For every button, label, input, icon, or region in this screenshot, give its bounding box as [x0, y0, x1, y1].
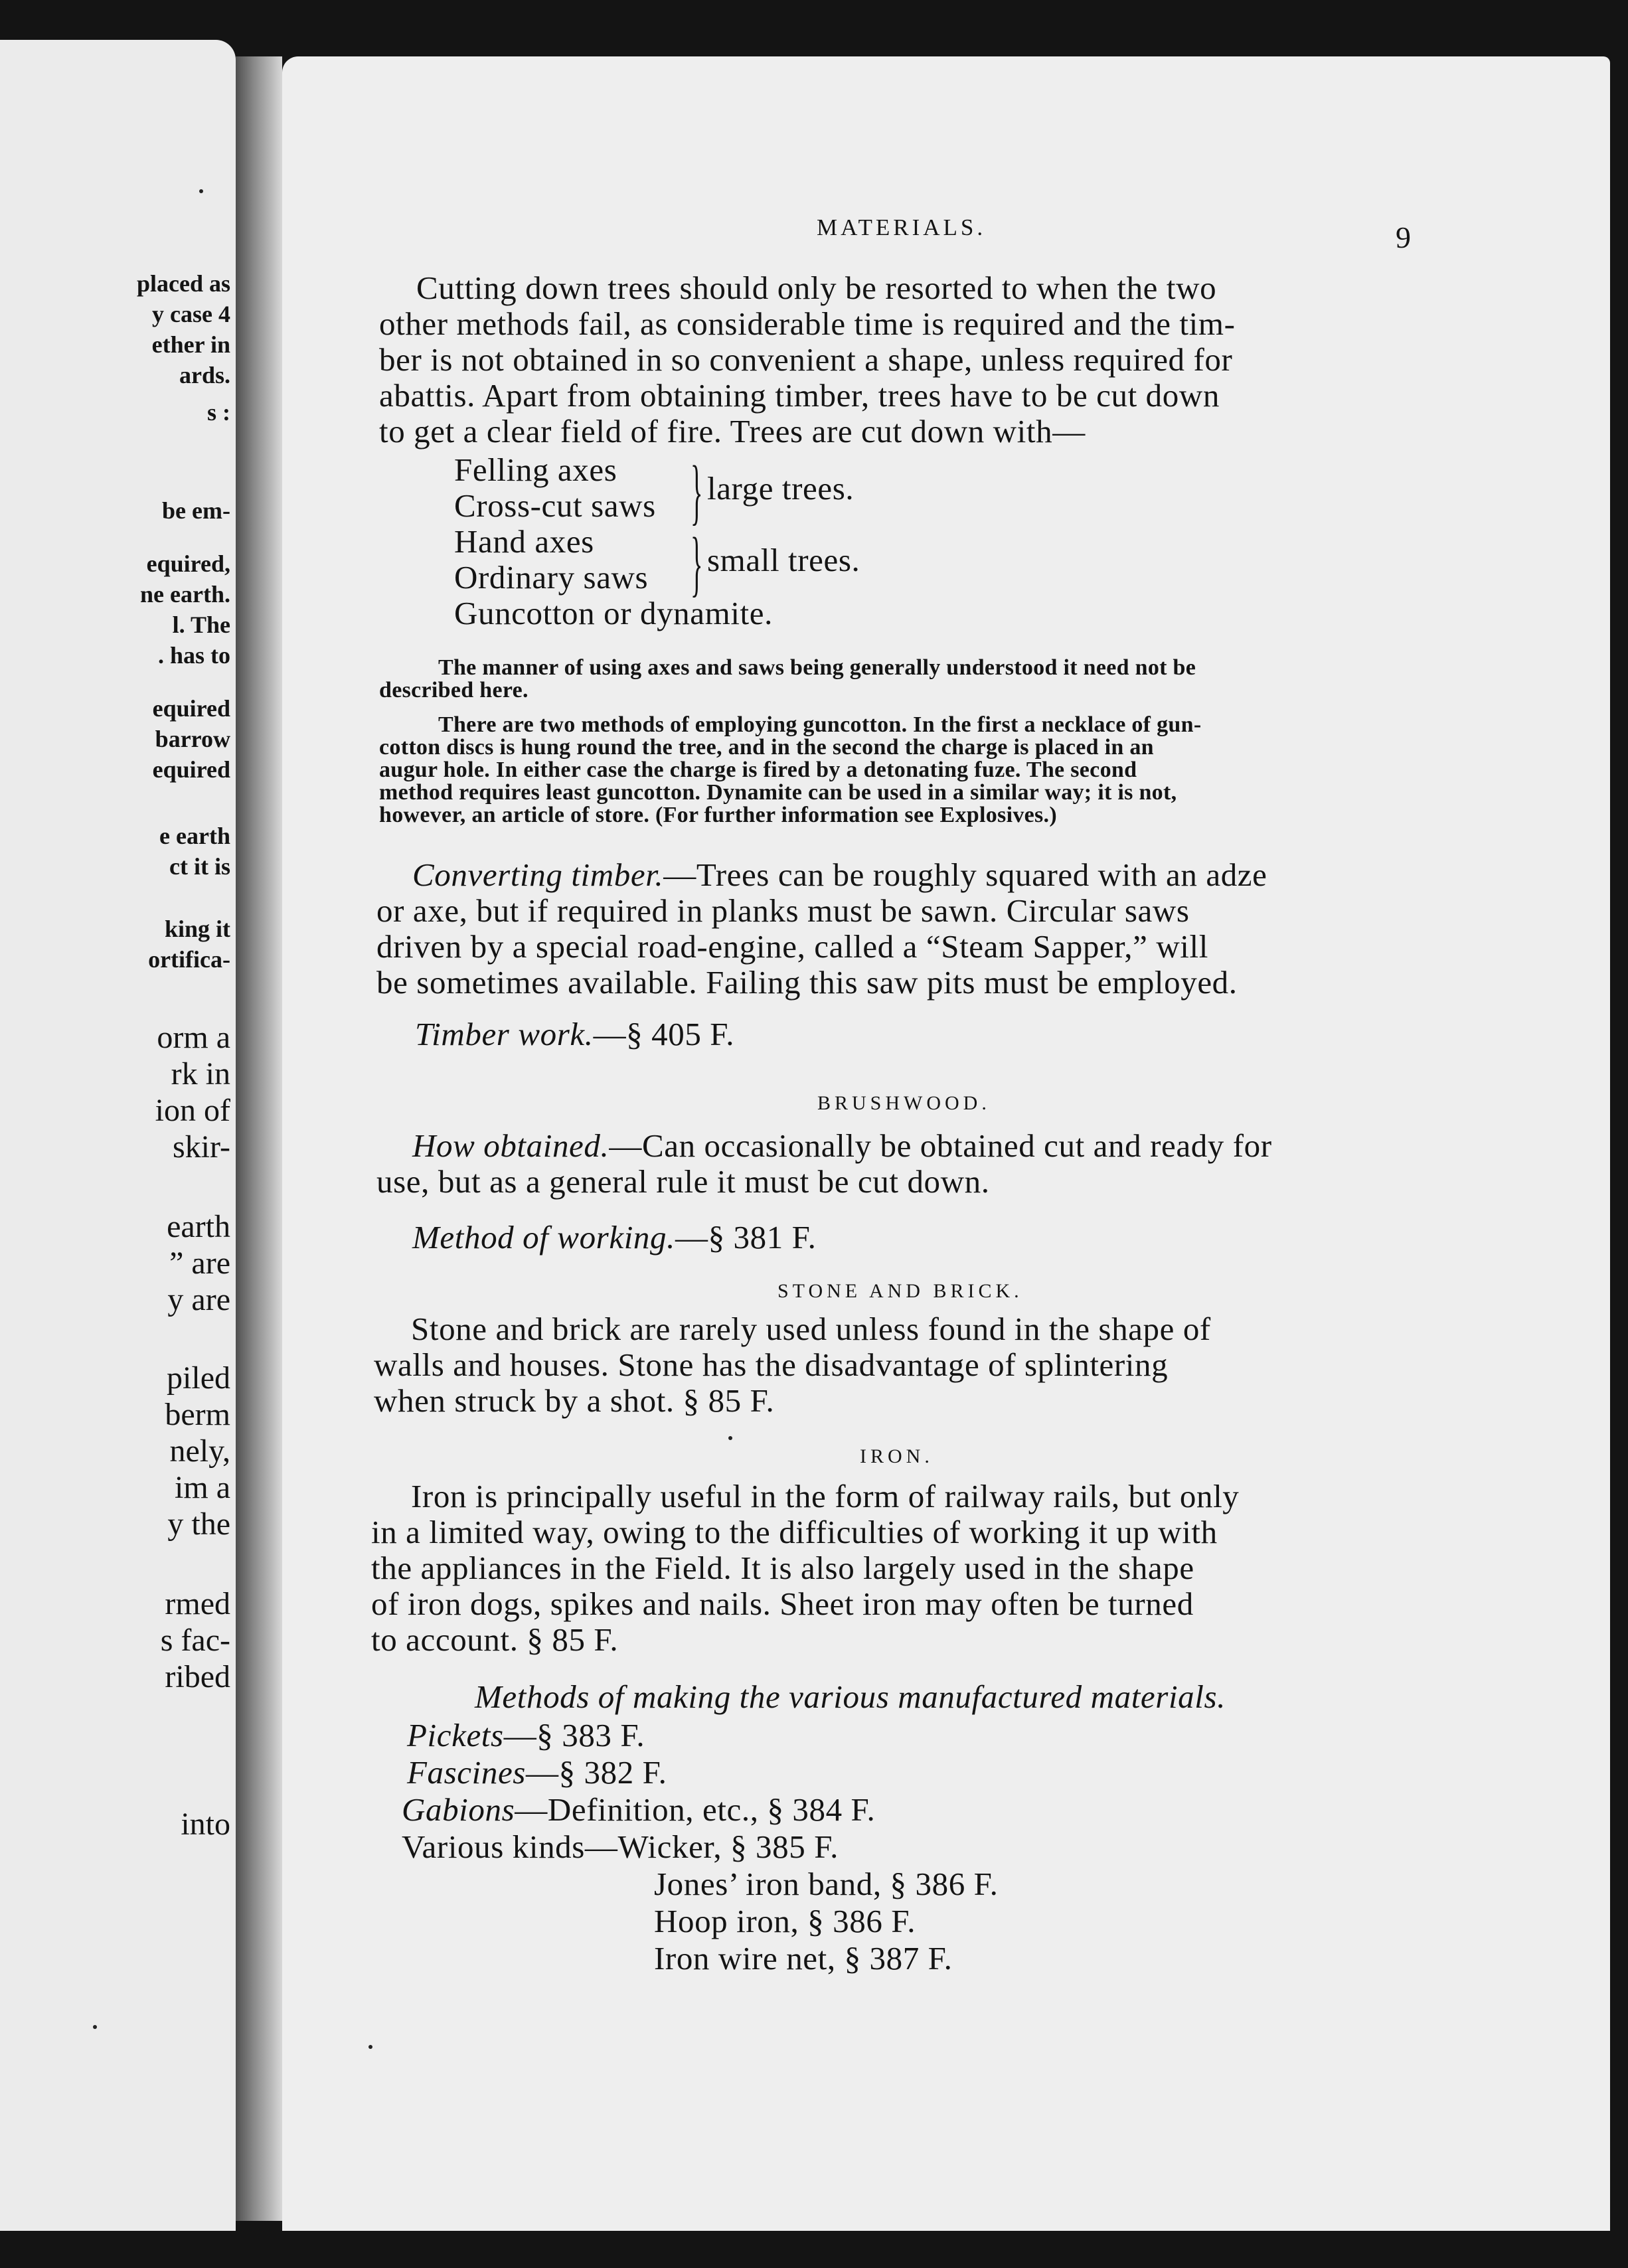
left-line: s :	[207, 399, 230, 426]
note-line: however, an article of store. (For further information see Explosives.)	[379, 803, 1057, 827]
left-line: ” are	[169, 1246, 230, 1281]
left-page-fragment	[0, 40, 236, 2231]
text-line: ber is not obtained in so convenient a shape, unless required for	[379, 341, 1233, 378]
left-line: ards.	[179, 362, 230, 388]
speck	[368, 2045, 372, 2049]
tool-item: Guncotton or dynamite.	[454, 595, 773, 631]
text-line: Cutting down trees should only be resorted to when the two	[416, 270, 1217, 306]
text-line: use, but as a general rule it must be cut down.	[376, 1163, 990, 1200]
left-line: be em-	[162, 497, 230, 524]
text-line: Iron is principally useful in the form of railway rails, but only	[411, 1478, 1240, 1514]
left-line: equired,	[146, 550, 230, 577]
text-line: abattis. Apart from obtaining timber, trees have to be cut down	[379, 377, 1220, 414]
tool-group-label: large trees.	[707, 470, 855, 507]
section-heading: STONE AND BRICK.	[777, 1280, 1023, 1302]
text-line	[412, 856, 1267, 894]
left-line: ct it is	[169, 853, 230, 880]
method-label: Pickets	[407, 1717, 504, 1753]
method-ref: —§ 382 F.	[525, 1754, 667, 1791]
left-line: earth	[167, 1209, 230, 1244]
text-line: in a limited way, owing to the difficulties of working it up with	[371, 1514, 1218, 1550]
note-line: The manner of using axes and saws being generally understood it need not be	[438, 655, 1196, 680]
run-in-heading: How obtained.	[412, 1127, 610, 1164]
text-line: walls and houses. Stone has the disadvantage of splintering	[374, 1346, 1169, 1383]
text-line: Stone and brick are rarely used unless found in the shape of	[411, 1311, 1211, 1347]
left-line: placed as	[136, 270, 230, 297]
note-line: augur hole. In either case the charge is fired by a detonating fuze. The second	[379, 758, 1137, 782]
method-line	[402, 1791, 875, 1828]
text-line: to account. § 85 F.	[371, 1621, 619, 1658]
section-heading: BRUSHWOOD.	[817, 1092, 991, 1114]
left-line: y are	[167, 1282, 230, 1317]
left-line: ortifica-	[148, 946, 230, 973]
left-line: into	[181, 1807, 230, 1842]
note-line: cotton discs is hung round the tree, and in the second the charge is placed in an	[379, 735, 1154, 760]
method-line: Various kinds—Wicker, § 385 F.	[402, 1828, 839, 1865]
left-line: piled	[167, 1360, 230, 1396]
left-line: s fac-	[160, 1623, 230, 1658]
method-ref: —Definition, etc., § 384 F.	[515, 1791, 876, 1828]
left-line: e earth	[159, 823, 230, 849]
speck	[728, 1436, 732, 1440]
book-gutter	[236, 56, 282, 2221]
run-in-heading: Timber work.	[415, 1016, 594, 1052]
text-line: the appliances in the Field. It is also largely used in the shape	[371, 1550, 1194, 1586]
left-line: . has to	[157, 642, 230, 669]
text-run: —§ 381 F.	[675, 1219, 817, 1256]
page-number: 9	[1396, 220, 1411, 254]
brace: }	[691, 451, 703, 532]
run-in-heading: Method of working.	[412, 1219, 675, 1256]
speck	[199, 189, 203, 193]
left-line: barrow	[155, 726, 230, 752]
text-run: —Can occasionally be obtained cut and ready for	[609, 1127, 1272, 1164]
text-line	[412, 1127, 1272, 1165]
text-line: or axe, but if required in planks must be sawn. Circular saws	[376, 892, 1190, 929]
left-line: skir-	[172, 1129, 230, 1165]
left-line: ether in	[151, 331, 230, 358]
tool-item: Cross-cut saws	[454, 487, 656, 524]
left-line: y case 4	[152, 301, 230, 327]
method-line: Hoop iron, § 386 F.	[654, 1903, 916, 1939]
page	[282, 56, 1610, 2231]
text-line: to get a clear field of fire. Trees are cut down with—	[379, 413, 1086, 449]
note-line: described here.	[379, 678, 529, 702]
left-line: y the	[167, 1506, 230, 1542]
run-in-heading: Converting timber.	[412, 856, 664, 893]
text-run: —Trees can be roughly squared with an adze	[663, 856, 1267, 893]
left-line: im a	[175, 1470, 230, 1505]
text-run: —§ 405 F.	[593, 1016, 735, 1052]
tool-item: Felling axes	[454, 451, 617, 488]
left-line: orm a	[157, 1020, 230, 1055]
brace: }	[691, 523, 703, 604]
method-label: Fascines	[407, 1754, 526, 1791]
note-line: There are two methods of employing guncotton. In the first a necklace of gun-	[438, 712, 1202, 737]
method-line: Iron wire net, § 387 F.	[654, 1940, 953, 1977]
left-line: berm	[165, 1397, 230, 1432]
text-line: of iron dogs, spikes and nails. Sheet iron may often be turned	[371, 1585, 1194, 1622]
speck	[93, 2025, 97, 2029]
left-line: nely,	[169, 1433, 230, 1469]
text-line: be sometimes available. Failing this saw pits must be employed.	[376, 964, 1238, 1001]
left-line: equired	[152, 695, 230, 722]
method-label: Gabions	[402, 1791, 515, 1828]
left-line: equired	[152, 756, 230, 783]
left-line: l. The	[172, 611, 230, 638]
text-line	[412, 1218, 816, 1256]
tool-group-label: small trees.	[707, 542, 860, 578]
left-line: ne earth.	[140, 581, 230, 608]
method-line: Jones’ iron band, § 386 F.	[654, 1866, 999, 1902]
left-line: king it	[164, 916, 230, 942]
note-line: method requires least guncotton. Dynamite can be used in a similar way; it is not,	[379, 780, 1177, 805]
method-line	[407, 1753, 667, 1791]
tool-item: Hand axes	[454, 523, 594, 560]
running-title: MATERIALS.	[817, 214, 987, 240]
tool-item: Ordinary saws	[454, 559, 649, 596]
subheading: Methods of making the various manufactured materials.	[475, 1678, 1226, 1715]
left-line: rk in	[171, 1056, 230, 1092]
method-ref: —§ 383 F.	[503, 1717, 645, 1753]
left-line: rmed	[165, 1586, 230, 1621]
text-line	[415, 1015, 734, 1053]
left-line: ion of	[155, 1093, 230, 1128]
left-line: ribed	[165, 1659, 230, 1694]
method-line	[407, 1716, 645, 1754]
text-line: other methods fail, as considerable time is required and the tim-	[379, 305, 1236, 342]
text-line: driven by a special road-engine, called a “Steam Sapper,” will	[376, 928, 1208, 965]
section-heading: IRON.	[860, 1445, 934, 1467]
text-line: when struck by a shot. § 85 F.	[374, 1382, 775, 1419]
